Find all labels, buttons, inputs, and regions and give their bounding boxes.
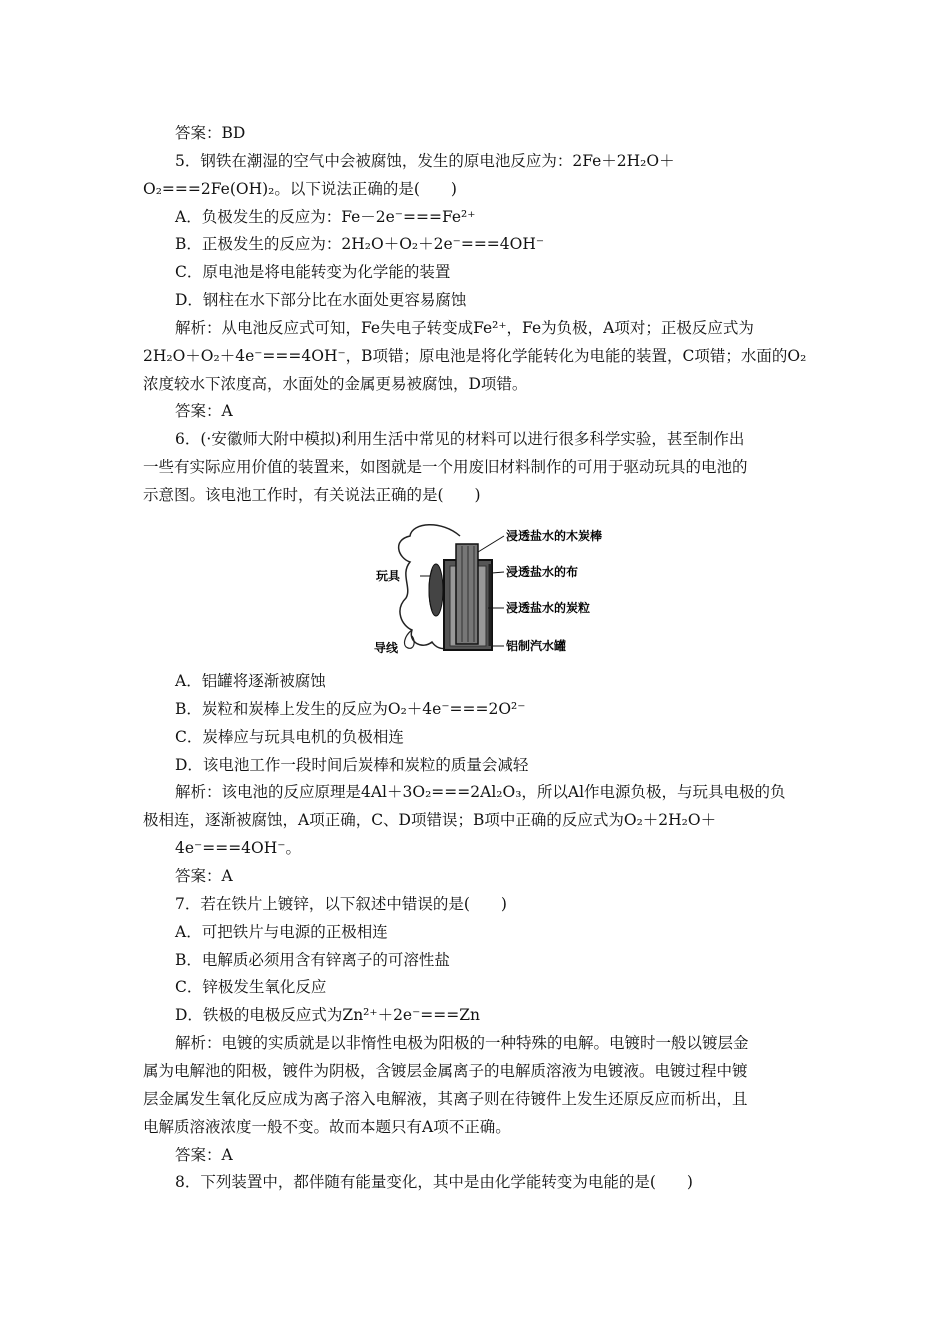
label-carbon-rod: 浸透盐水的木炭棒	[506, 529, 603, 543]
q5-option-b: B．正极发生的反应为：2H₂O＋O₂＋2e⁻===4OH⁻	[175, 235, 545, 253]
q6-stem-line2: 一些有实际应用价值的装置来，如图就是一个用废旧材料制作的可用于驱动玩具的电池的	[143, 458, 748, 476]
answer-6: 答案：A	[175, 867, 233, 885]
q6-option-c: C．炭棒应与玩具电机的负极相连	[175, 728, 404, 746]
carbon-rod	[456, 544, 478, 644]
answer-7: 答案：A	[175, 1146, 233, 1164]
label-can: 铝制汽水罐	[506, 639, 567, 653]
q5-analysis-line3: 浓度较水下浓度高，水面处的金属更易被腐蚀，D项错。	[143, 375, 528, 393]
q6-analysis-line3: 4e⁻===4OH⁻。	[175, 839, 301, 857]
q7-option-a: A．可把铁片与电源的正极相连	[175, 923, 388, 941]
q6-option-a: A．铝罐将逐渐被腐蚀	[175, 672, 326, 690]
answer-4: 答案：BD	[175, 124, 246, 142]
label-wire: 导线	[374, 641, 399, 655]
q7-analysis-line4: 电解质溶液浓度一般不变。故而本题只有A项不正确。	[143, 1118, 511, 1136]
answer-5: 答案：A	[175, 402, 233, 420]
q6-analysis-line2: 极相连，逐渐被腐蚀，A项正确，C、D项错误；B项中正确的反应式为O₂＋2H₂O＋	[143, 811, 717, 829]
label-toy: 玩具	[376, 569, 401, 583]
q6-stem-line1: 6．(·安徽师大附中模拟)利用生活中常见的材料可以进行很多科学实验，甚至制作出	[175, 430, 745, 448]
q7-stem: 7．若在铁片上镀锌，以下叙述中错误的是( )	[175, 895, 507, 913]
q6-option-b: B．炭粒和炭棒上发生的反应为O₂＋4e⁻===2O²⁻	[175, 700, 526, 718]
q7-option-b: B．电解质必须用含有锌离子的可溶性盐	[175, 951, 450, 969]
q5-stem-line1: 5．钢铁在潮湿的空气中会被腐蚀，发生的原电池反应为：2Fe＋2H₂O＋	[175, 152, 675, 170]
q7-option-d: D．铁极的电极反应式为Zn²⁺＋2e⁻===Zn	[175, 1006, 481, 1024]
q6-stem-line3: 示意图。该电池工作时，有关说法正确的是( )	[143, 486, 481, 504]
q7-analysis-line2: 属为电解池的阳极，镀件为阴极，含镀层金属离子的电解质溶液为电镀液。电镀过程中镀	[143, 1062, 748, 1080]
q5-option-c: C．原电池是将电能转变为化学能的装置	[175, 263, 451, 281]
q7-analysis-line1: 解析：电镀的实质就是以非惰性电极为阳极的一种特殊的电解。电镀时一般以镀层金	[175, 1034, 749, 1052]
q5-option-d: D．钢柱在水下部分比在水面处更容易腐蚀	[175, 291, 467, 309]
q5-analysis-line2: 2H₂O＋O₂＋4e⁻===4OH⁻，B项错；原电池是将化学能转化为电能的装置，C项错；水面的O₂	[143, 347, 807, 365]
q5-stem-line2: O₂===2Fe(OH)₂。以下说法正确的是( )	[143, 180, 457, 198]
q5-analysis-line1: 解析：从电池反应式可知，Fe失电子转变成Fe²⁺，Fe为负极，A项对；正极反应式为	[175, 319, 754, 337]
q5-option-a: A．负极发生的反应为：Fe－2e⁻===Fe²⁺	[175, 208, 476, 226]
battery-diagram	[372, 518, 622, 658]
q8-stem: 8．下列装置中，都伴随有能量变化，其中是由化学能转变为电能的是( )	[175, 1173, 693, 1191]
q7-option-c: C．锌极发生氧化反应	[175, 978, 327, 996]
q7-analysis-line3: 层金属发生氧化反应成为离子溶入电解液，其离子则在待镀件上发生还原反应而析出，且	[143, 1090, 748, 1108]
q6-option-d: D．该电池工作一段时间后炭棒和炭粒的质量会减轻	[175, 756, 529, 774]
q6-analysis-line1: 解析：该电池的反应原理是4Al＋3O₂===2Al₂O₃，所以Al作电源负极，与玩具电极的负	[175, 783, 786, 801]
label-cloth: 浸透盐水的布	[506, 565, 579, 579]
label-carbon-particles: 浸透盐水的炭粒	[506, 601, 591, 615]
